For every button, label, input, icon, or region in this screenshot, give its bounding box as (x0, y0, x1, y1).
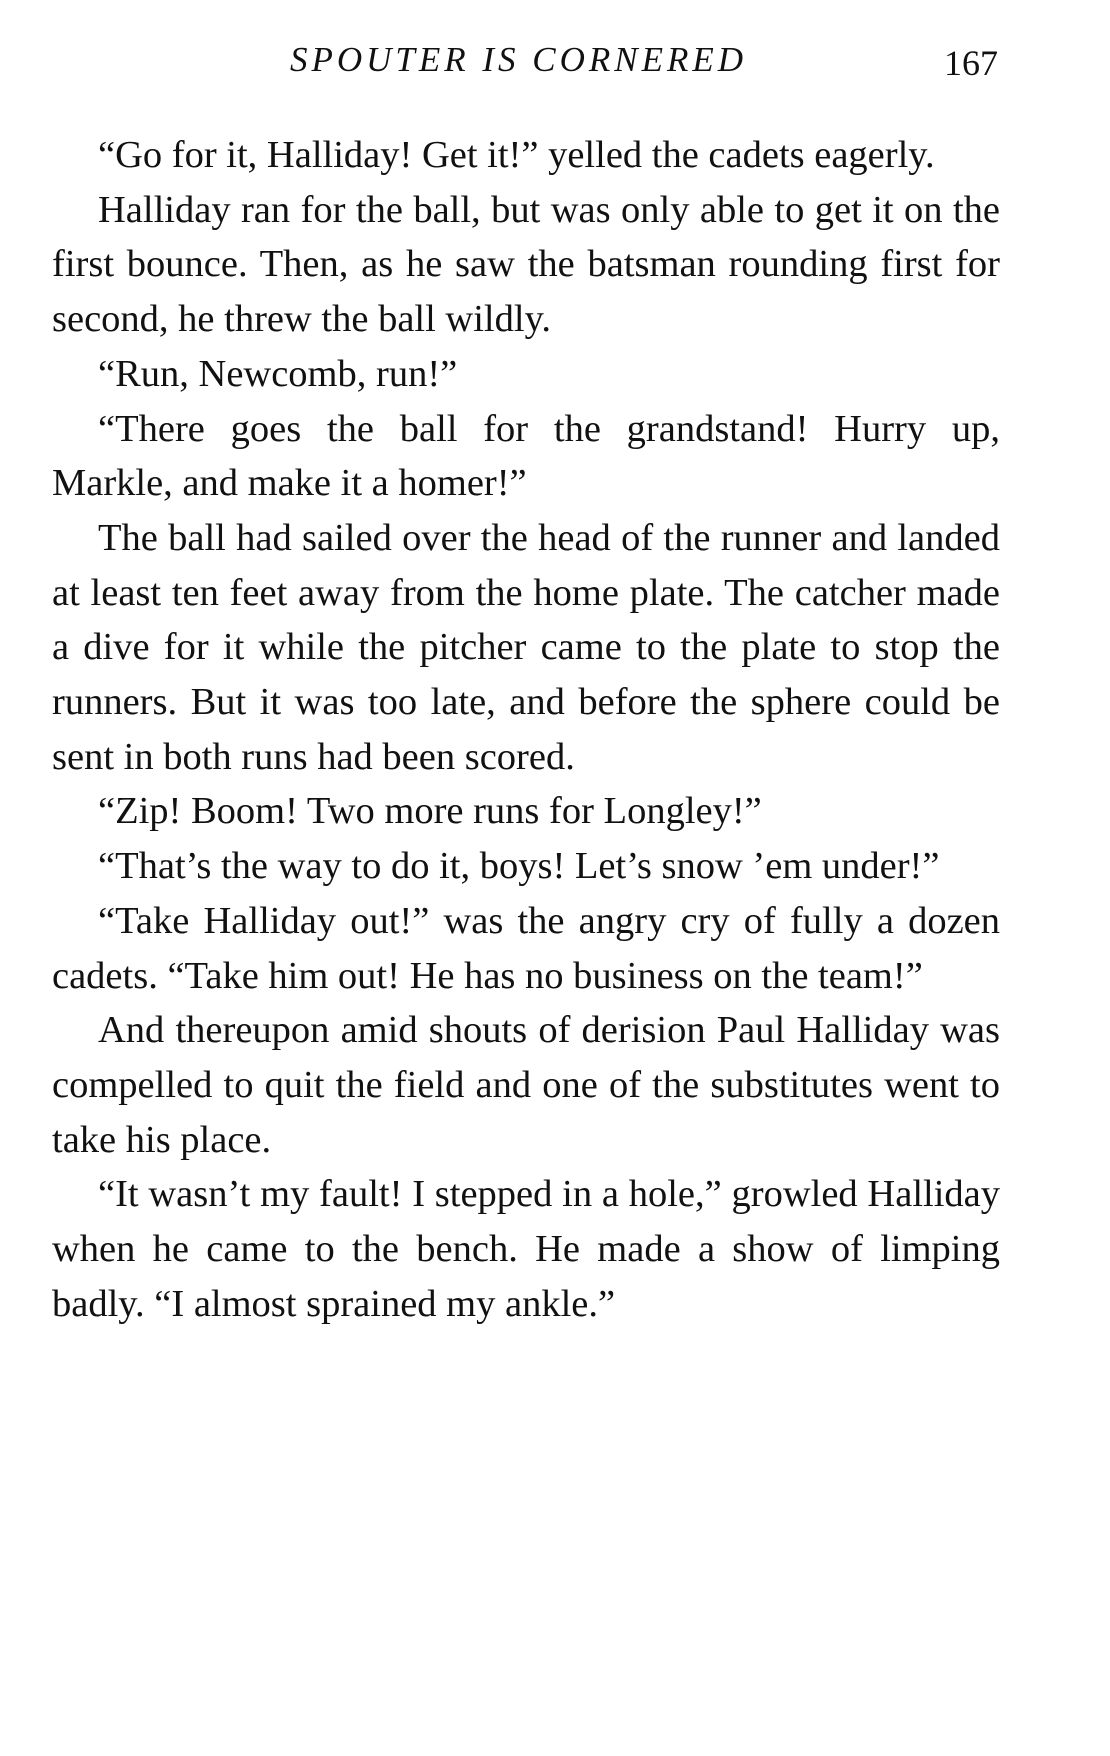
paragraph: “That’s the way to do it, boys! Let’s snow ’em under!” (98, 845, 940, 888)
book-page (52, 0, 1060, 1756)
paragraph: “Run, Newcomb, run!” (98, 352, 458, 395)
paragraph: “Zip! Boom! Two more runs for Longley!” (98, 790, 762, 833)
paragraph: “It wasn’t my fault! I stepped in a hole,” growled Halliday when he came to the bench. He made a show of limping badly. “I almost sprained my ankle.” (52, 1173, 1000, 1325)
paragraph: “There goes the ball for the grandstand! Hurry up, Markle, and make it a homer!” (52, 407, 1000, 505)
page-number: 167 (944, 43, 998, 83)
paragraph: The ball had sailed over the head of the runner and landed at least ten feet away from the home plate. The catcher made a dive for it while the pitcher came to the plate to stop the runners. But it was too late, and before the sphere could be sent in both runs had been scored. (52, 516, 1000, 778)
paragraph: And thereupon amid shouts of derision Paul Halliday was compelled to quit the field and one of the substitutes went to take his place. (52, 1009, 1000, 1161)
paragraph: Halliday ran for the ball, but was only able to get it on the first bounce. Then, as he saw the batsman rounding first for second, he threw the ball wildly. (52, 188, 1000, 341)
running-title: SPOUTER IS CORNERED (290, 40, 748, 79)
paragraph: “Go for it, Halliday! Get it!” yelled the cadets eagerly. (98, 134, 935, 176)
body-text (52, 128, 1000, 1331)
running-head (52, 40, 1060, 90)
paragraph: “Take Halliday out!” was the angry cry of fully a dozen cadets. “Take him out! He has no business on the team!” (52, 899, 1000, 997)
